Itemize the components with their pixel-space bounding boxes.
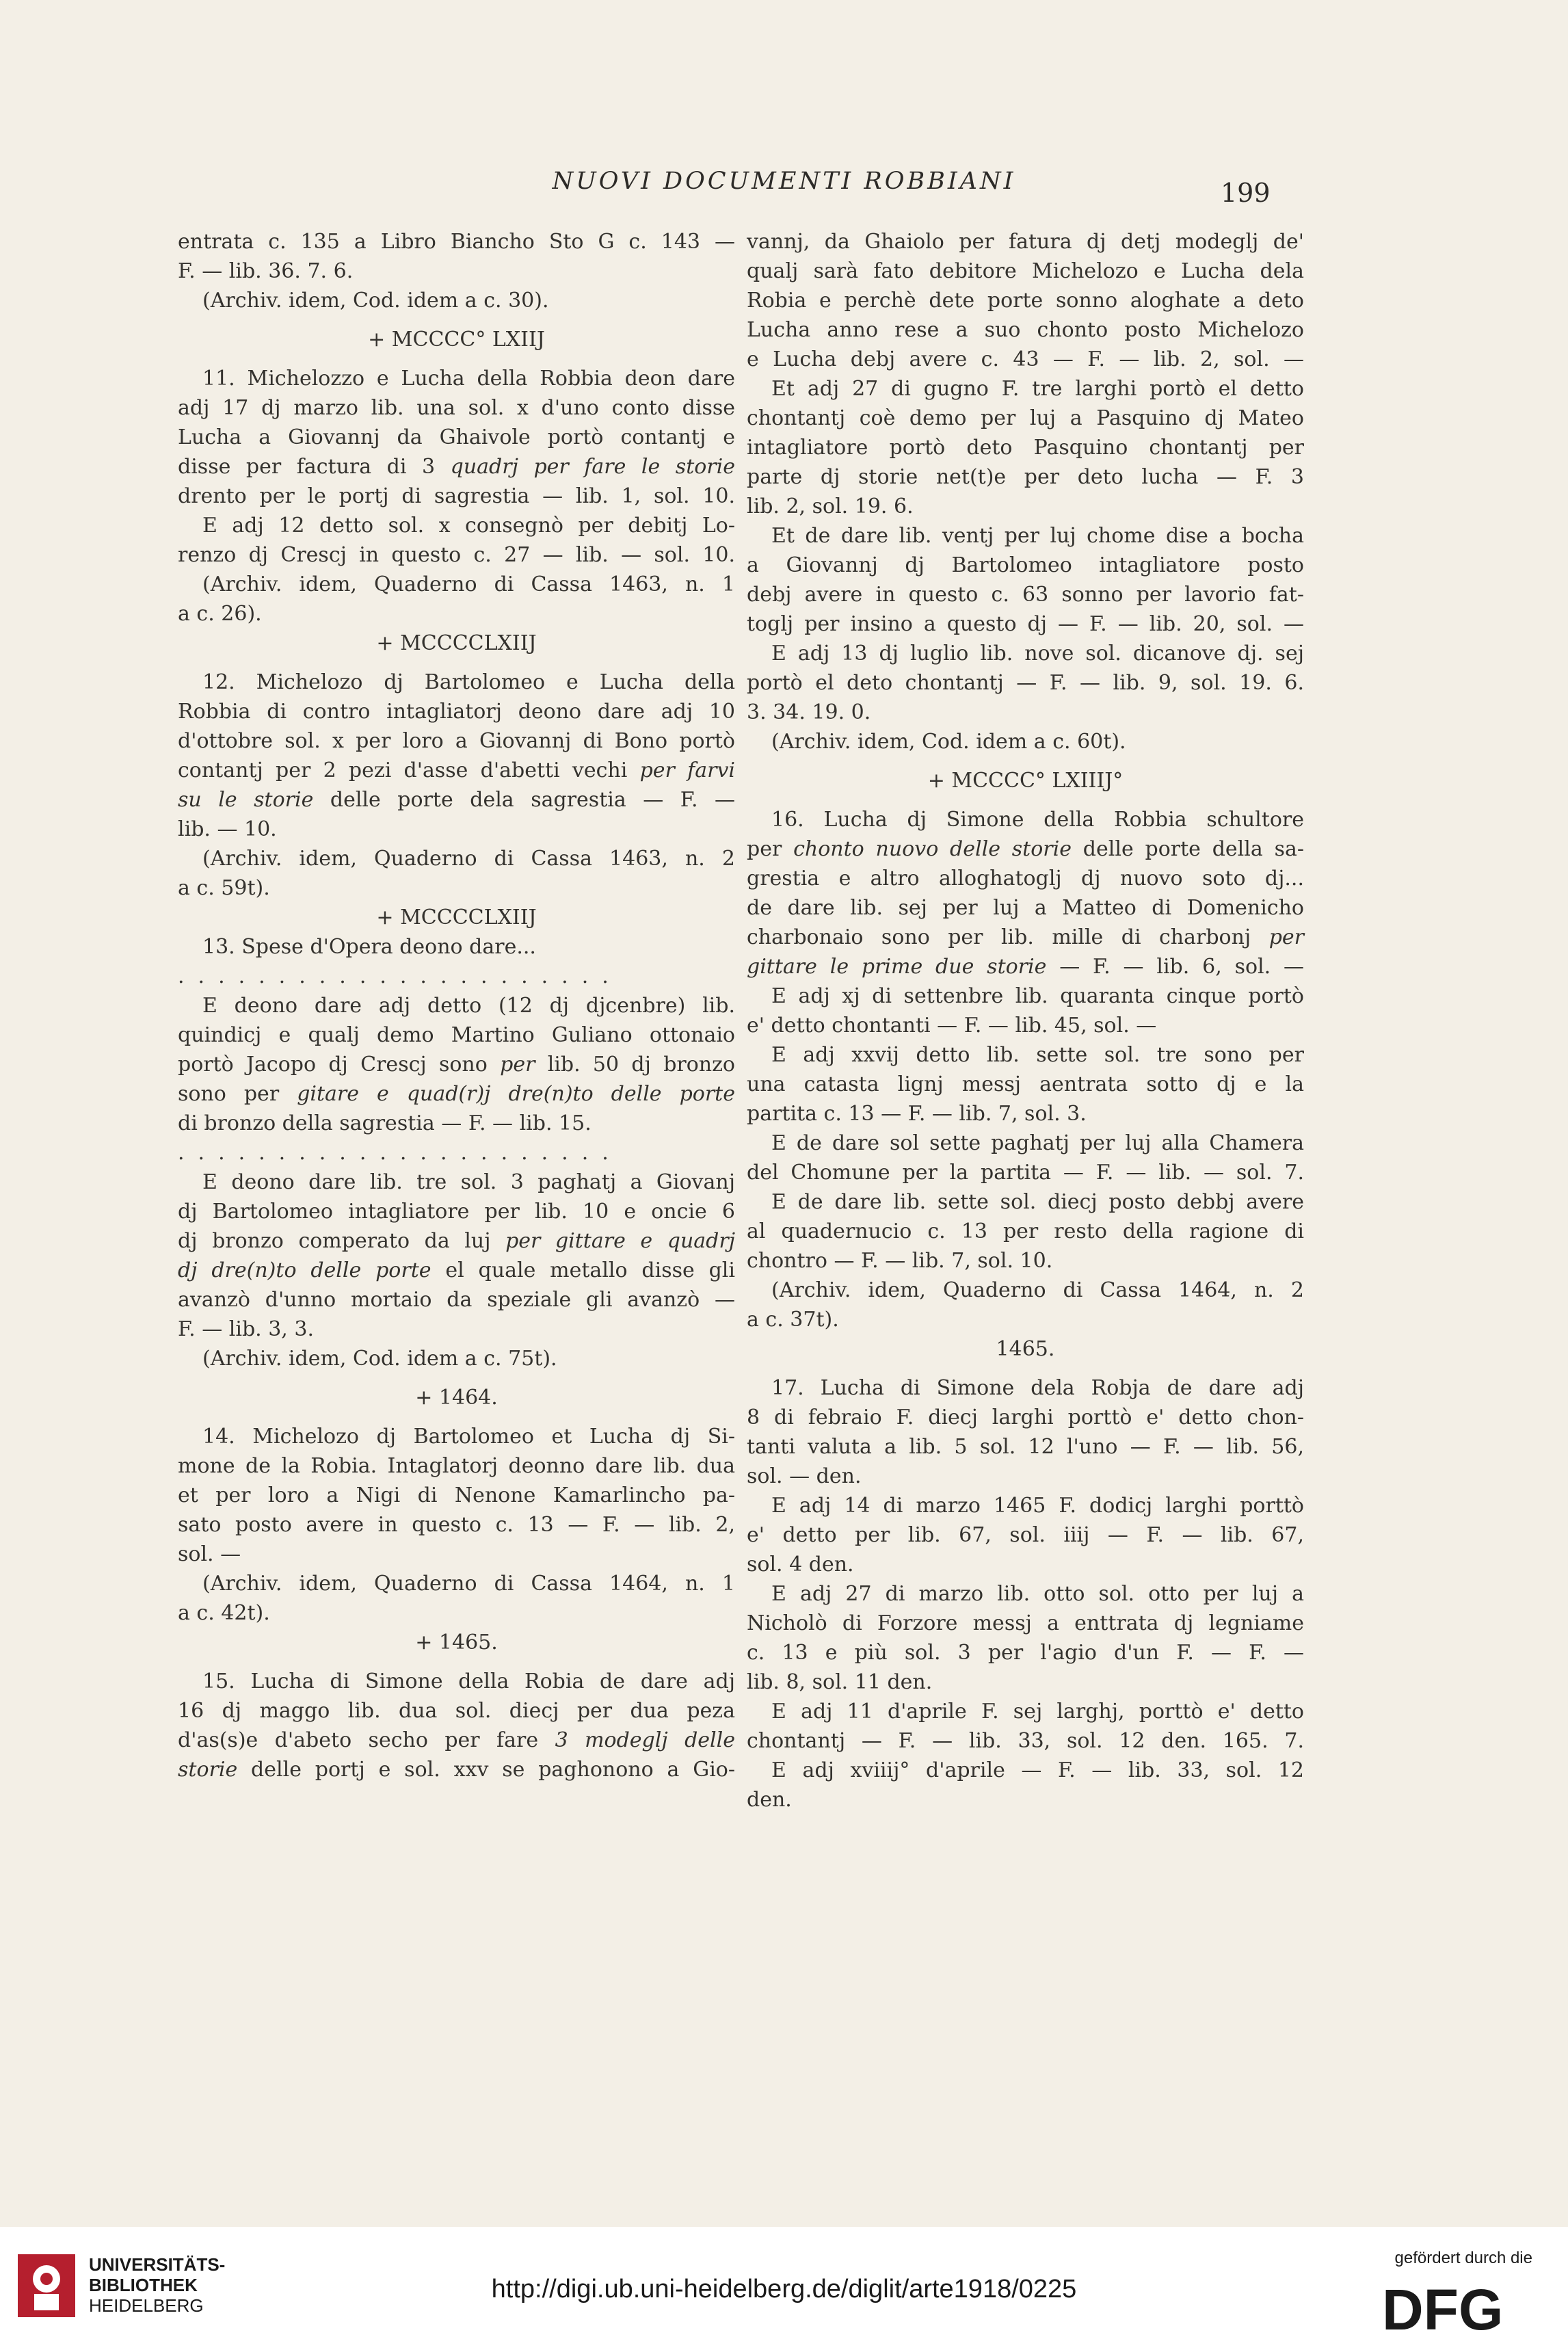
text-line: E adj 13 dj luglio lib. nove sol. dicanove dj. sej — [771, 642, 1304, 665]
text-line: E deono dare adj detto (12 dj djcenbre) lib. — [202, 994, 735, 1018]
text-line: una catasta lignj messj aentrata sotto dj e la — [747, 1072, 1304, 1096]
text-line: 15. Lucha di Simone della Robia de dare adj — [202, 1669, 735, 1693]
text-line: lib. 2, sol. 19. 6. — [747, 494, 914, 518]
text-line: quindicj e qualj demo Martino Guliano ottonaio — [178, 1023, 735, 1047]
text-line: portò el deto chontantj — F. — lib. 9, sol. 19. 6. — [747, 671, 1304, 695]
text-line: parte dj storie net(t)e per deto lucha — F. 3 — [747, 465, 1304, 489]
line-spacer — [747, 1364, 1304, 1373]
text-line: (Archiv. idem, Cod. idem a c. 60t). — [771, 730, 1126, 754]
text-line: 12. Michelozo dj Bartolomeo e Lucha della — [202, 670, 735, 694]
text-line: (Archiv. idem, Quaderno di Cassa 1464, n. 1 — [202, 1572, 735, 1596]
right-column — [747, 227, 1304, 1814]
text-line: c. 13 e più sol. 3 per l'agio d'un F. — F. — — [747, 1641, 1304, 1665]
funded-by-label: gefördert durch die — [1394, 2249, 1532, 2267]
text-line: e' detto chontanti — F. — lib. 45, sol. — — [747, 1014, 1157, 1038]
text-line: + MCCCCLXIIJ — [376, 906, 537, 929]
text-line: renzo dj Crescj in questo c. 27 — lib. — sol. 10. — [178, 543, 735, 567]
text-line: Robbia di contro intagliatorj deono dare adj 10 — [178, 700, 735, 724]
text-line: sol. — — [178, 1542, 241, 1566]
text-line: chontantj — F. — lib. 33, sol. 12 den. 165. 7. — [747, 1729, 1304, 1753]
text-line: intagliatore portò deto Pasquino chontantj per — [747, 436, 1304, 460]
text-line: 3. 34. 19. 0. — [747, 700, 871, 724]
text-line: (Archiv. idem, Quaderno di Cassa 1464, n. 2 — [771, 1278, 1304, 1302]
text-line: grestia e altro alloghatoglj dj nuovo soto dj... — [747, 867, 1304, 890]
text-line: lib. — 10. — [178, 817, 277, 841]
text-line: chontro — F. — lib. 7, sol. 10. — [747, 1249, 1053, 1273]
text-line: a Giovannj dj Bartolomeo intagliatore posto — [747, 553, 1304, 577]
text-line: E adj 12 detto sol. x consegnò per debitj Lo- — [202, 514, 735, 538]
text-line: e Lucha debj avere c. 43 — F. — lib. 2, sol. — — [747, 347, 1304, 371]
text-line: dj bronzo comperato da luj per gittare e quadrj — [178, 1229, 735, 1253]
text-line: sol. 4 den. — [747, 1553, 854, 1576]
text-line: a c. 59t). — [178, 876, 270, 900]
text-line: + MCCCCLXIIJ — [376, 631, 537, 655]
text-line: Et de dare lib. ventj per luj chome dise a bocha — [771, 524, 1304, 548]
text-line: et per loro a Nigi di Nenone Kamarlincho pa- — [178, 1483, 735, 1507]
text-line: partita c. 13 — F. — lib. 7, sol. 3. — [747, 1102, 1087, 1126]
text-line: entrata c. 135 a Libro Biancho Sto G c. 143 — — [178, 230, 735, 254]
text-line: Lucha a Giovannj da Ghaivole portò contantj e — [178, 425, 735, 449]
line-spacer — [178, 1657, 735, 1667]
line-spacer — [178, 658, 735, 668]
text-line: toglj per insino a questo dj — F. — lib. 20, sol. — — [747, 612, 1304, 636]
text-line: adj 17 dj marzo lib. una sol. x d'uno conto disse — [178, 396, 735, 420]
text-line: E de dare lib. sette sol. diecj posto debbj avere — [771, 1190, 1304, 1214]
text-line: F. — lib. 36. 7. 6. — [178, 259, 354, 283]
text-line: E adj xviiij° d'aprile — F. — lib. 33, sol. 12 — [771, 1758, 1304, 1782]
text-line: mone de la Robia. Intaglatorj deonno dare lib. dua — [178, 1454, 735, 1478]
text-line: d'as(s)e d'abeto secho per fare 3 modeglj delle — [178, 1728, 735, 1752]
text-line: 16. Lucha dj Simone della Robbia schultore — [771, 808, 1304, 832]
text-line: gittare le prime due storie — F. — lib. 6, sol. — — [747, 955, 1304, 979]
text-line: de dare lib. sej per luj a Matteo di Domenicho — [747, 896, 1304, 920]
text-line: E adj 27 di marzo lib. otto sol. otto per luj a — [771, 1582, 1304, 1606]
text-line: dj dre(n)to delle porte el quale metallo disse gli — [178, 1258, 735, 1282]
text-line: charbonaio sono per lib. mille di charbonj per — [747, 925, 1304, 949]
text-line: 16 dj maggo lib. dua sol. diecj per dua peza — [178, 1699, 735, 1723]
text-line: (Archiv. idem, Quaderno di Cassa 1463, n. 2 — [202, 847, 735, 871]
left-column — [178, 227, 735, 1784]
text-line: ...................... — [178, 1141, 622, 1165]
library-name: UNIVERSITÄTS- BIBLIOTHEK HEIDELBERG — [89, 2254, 226, 2316]
text-line: per chonto nuovo delle storie delle porte della sa- — [747, 837, 1304, 861]
text-line: (Archiv. idem, Cod. idem a c. 30). — [202, 289, 549, 313]
footer-bar — [0, 2227, 1568, 2350]
text-line: avanzò d'unno mortaio da speziale gli avanzò — — [178, 1288, 735, 1312]
text-line: a c. 42t). — [178, 1601, 270, 1625]
text-line: debj avere in questo c. 63 sonno per lavorio fat- — [747, 583, 1304, 607]
page-number: 199 — [1221, 178, 1271, 208]
text-line: sol. — den. — [747, 1464, 862, 1488]
text-line: Nicholò di Forzore messj a enttrata dj legniame — [747, 1611, 1304, 1635]
text-line: dj Bartolomeo intagliatore per lib. 10 e oncie 6 — [178, 1200, 735, 1224]
text-line: portò Jacopo dj Crescj sono per lib. 50 dj bronzo — [178, 1053, 735, 1077]
line-spacer — [178, 1373, 735, 1383]
text-line: su le storie delle porte dela sagrestia — F. — — [178, 788, 736, 812]
text-line: sono per gitare e quad(r)j dre(n)to delle porte — [178, 1082, 735, 1106]
permalink-url[interactable]: http://digi.ub.uni-heidelberg.de/diglit/arte1918/0225 — [491, 2275, 1077, 2303]
text-line: (Archiv. idem, Quaderno di Cassa 1463, n. 1 — [202, 572, 735, 596]
text-line: disse per factura di 3 quadrj per fare le storie — [178, 455, 735, 479]
text-line: sato posto avere in questo c. 13 — F. — lib. 2, — [178, 1513, 735, 1537]
line-spacer — [178, 315, 735, 325]
running-header: NUOVI DOCUMENTI ROBBIANI — [552, 168, 1016, 195]
text-line: a c. 26). — [178, 602, 262, 626]
text-line: chontantj coè demo per luj a Pasquino dj Mateo — [747, 406, 1304, 430]
text-line: drento per le portj di sagrestia — lib. 1, sol. 10. — [178, 484, 735, 508]
text-line: Robia e perchè dete porte sonno aloghate a deto — [747, 289, 1304, 313]
text-line: Lucha anno rese a suo chonto posto Michelozo — [747, 318, 1304, 342]
text-line: (Archiv. idem, Cod. idem a c. 75t). — [202, 1347, 557, 1371]
text-line: 13. Spese d'Opera deono dare... — [202, 935, 536, 959]
text-line: di bronzo della sagrestia — F. — lib. 15. — [178, 1111, 592, 1135]
text-line: vannj, da Ghaiolo per fatura dj detj modeglj de' — [747, 230, 1304, 254]
text-line: E de dare sol sette paghatj per luj alla Chamera — [771, 1131, 1304, 1155]
text-line: qualj sarà fato debitore Michelozo e Lucha dela — [747, 259, 1304, 283]
text-line: storie delle portj e sol. xxv se paghonono a Gio- — [178, 1758, 735, 1782]
text-line: Et adj 27 di gugno F. tre larghi portò el detto — [771, 377, 1304, 401]
text-line: al quadernucio c. 13 per resto della ragione di — [747, 1219, 1304, 1243]
text-line: E deono dare lib. tre sol. 3 paghatj a Giovanj — [202, 1170, 735, 1194]
text-line: 14. Michelozo dj Bartolomeo et Lucha dj Si- — [202, 1425, 735, 1449]
text-line: ...................... — [178, 964, 622, 988]
text-line: E adj xxvij detto lib. sette sol. tre sono per — [771, 1043, 1304, 1067]
text-line: + 1464. — [415, 1386, 498, 1410]
text-line: E adj xj di settenbre lib. quaranta cinque portò — [771, 984, 1304, 1008]
text-line: F. — lib. 3, 3. — [178, 1317, 314, 1341]
line-spacer — [747, 795, 1304, 805]
line-spacer — [747, 756, 1304, 766]
text-line: del Chomune per la partita — F. — lib. — sol. 7. — [747, 1161, 1304, 1185]
svg-text:DFG: DFG — [1382, 2280, 1504, 2335]
text-line: 8 di febraio F. diecj larghi porttò e' detto chon- — [747, 1405, 1304, 1429]
text-line: a c. 37t). — [747, 1308, 839, 1332]
text-line: lib. 8, sol. 11 den. — [747, 1670, 933, 1694]
text-line: + 1465. — [415, 1631, 498, 1654]
text-line: 17. Lucha di Simone dela Robja de dare adj — [771, 1376, 1304, 1400]
text-line: 11. Michelozzo e Lucha della Robbia deon dare — [202, 367, 735, 391]
text-line: E adj 11 d'aprile F. sej larghj, porttò e' detto — [771, 1700, 1304, 1724]
text-line: E adj 14 di marzo 1465 F. dodicj larghi porttò — [771, 1494, 1304, 1518]
line-spacer — [178, 1412, 735, 1422]
dfg-logo-icon — [1382, 2280, 1532, 2335]
text-line: tanti valuta a lib. 5 sol. 12 l'uno — F. — lib. 56, — [747, 1435, 1304, 1459]
text-line: + MCCCC° LXIIIJ° — [927, 769, 1124, 793]
text-line: contantj per 2 pezi d'asse d'abetti vechi per farvi — [178, 758, 735, 782]
text-line: den. — [747, 1788, 792, 1812]
text-line: + MCCCC° LXIIJ — [368, 328, 545, 352]
text-line: d'ottobre sol. x per loro a Giovannj di Bono portò — [178, 729, 735, 753]
text-line: e' detto per lib. 67, sol. iiij — F. — lib. 67, — [747, 1523, 1304, 1547]
line-spacer — [178, 354, 735, 364]
text-line: 1465. — [996, 1337, 1055, 1361]
